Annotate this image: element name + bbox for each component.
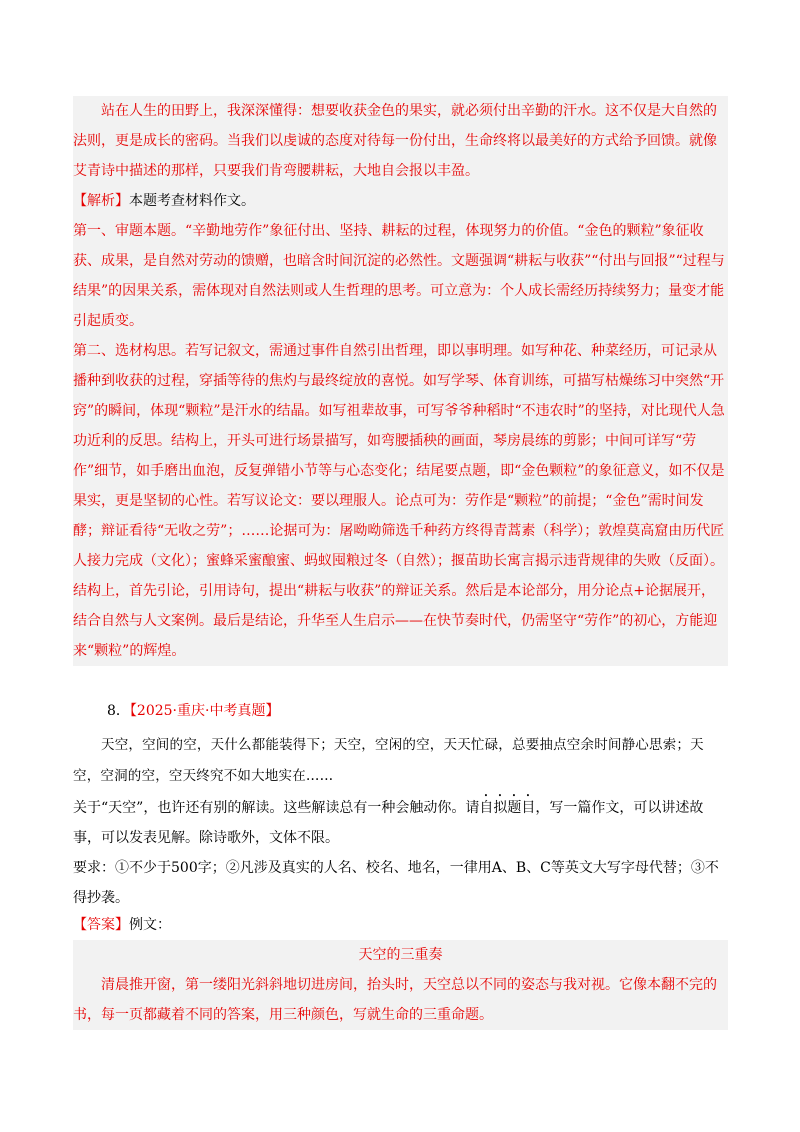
analysis-part-2: 第二、选材构思。若写记叙文，需通过事件自然引出哲理，即以事明理。如写种花、种菜经历，可记录从播种到收获的过程，穿插等待的焦灼与最终绽放的喜悦。如写学琴、体育训练，可描写枯燥练习中突然“开窍”的瞬间，体现“颗粒”是汗水的结晶。如写祖辈故事，可写爷爷种稻时“不违农时”的坚持，对比现代人急功近利的反思。结构上，开头可进行场景描写，如弯腰插秧的画面，琴房晨练的剪影；中间可详写“劳作”细节，如手磨出血泡，反复弹错小节等与心态变化；结尾要点题，即“金色颗粒”的象征意义，如不仅是果实，更是坚韧的心性。若写议论文：要以理服人。论点可为：劳作是“颗粒”的前提；“金色”需时间发酵；辩证看待“无收之劳”；……论据可为：屠呦呦筛选千种药方终得青蒿素（科学）；敦煌莫高窟由历代匠人接力完成（文化）；蜜蜂采蜜酿蜜、蚂蚁囤粮过冬（自然）；揠苗助长寓言揭示违背规律的失败（反面）。结构上，首先引论，引用诗句，提出“耕耘与收获”的辩证关系。然后是本论部分，用分论点+论据展开，结合自然与人文案例。最后是结论，升华至人生启示——在快节奏时代，仍需坚守“劳作”的初心，方能迎来“颗粒”的辉煌。 (73, 343, 725, 659)
question-requirements: 要求：①不少于500字；②凡涉及真实的人名、校名、地名，一律用A、B、C等英文大写字母代替；③不得抄袭。 (73, 860, 719, 906)
question-header (73, 696, 728, 726)
answer-label: 【答案】 (73, 917, 129, 933)
answer-essay-section (73, 940, 728, 1030)
analysis-label: 【解析】 (73, 193, 129, 209)
question-prompt-before: 关于“天空”，也许还有别的解读。这些解读总有一种会触动你。请 (73, 800, 480, 816)
answer-label-line (73, 910, 728, 940)
essay-ending-paragraph: 站在人生的田野上，我深深懂得：想要收获金色的果实，就必须付出辛勤的汗水。这不仅是大自然的法则，更是成长的密码。当我们以虔诚的态度对待每一份付出，生命终将以最美好的方式给予回馈。就像艾青诗中描述的那样，只要我们肯弯腰耕耘，大地自会报以丰盈。 (73, 103, 717, 179)
essay-ending-section (73, 96, 728, 186)
analysis-part-1: 第一、审题本题。“辛勤地劳作”象征付出、坚持、耕耘的过程，体现努力的价值。“金色的颗粒”象征收获、成果，是自然对劳动的馈赠，也暗含时间沉淀的必然性。文题强调“耕耘与收获”“付出与回报”“过程与结果”的因果关系，需体现对自然法则或人生哲理的思考。可立意为：个人成长需经历持续努力；量变才能引起质变。 (73, 223, 725, 329)
answer-essay-title: 天空的三重奏 (358, 947, 443, 963)
question-prompt (73, 792, 728, 853)
answer-intro: 例文： (129, 917, 171, 933)
question-number: 8． (107, 703, 130, 719)
question-source: 【2025·重庆·中考真题】 (129, 703, 280, 719)
question-prompt-emphasis: 自拟题目 (479, 800, 536, 816)
question-section (73, 696, 728, 913)
analysis-intro-line (73, 186, 728, 216)
question-prompt-after: ，写一篇作文，可以讲述故事，可以发表见解。除诗歌外，文体不限。 (73, 800, 704, 846)
answer-header (73, 910, 728, 940)
answer-essay-paragraph: 清晨推开窗，第一缕阳光斜斜地切进房间，抬头时，天空总以不同的姿态与我对视。它像本翻不完的书，每一页都藏着不同的答案，用三种颜色，写就生命的三重命题。 (73, 977, 717, 1023)
analysis-section (73, 186, 728, 666)
analysis-intro: 本题考查材料作文。 (129, 193, 255, 209)
question-passage: 天空，空间的空，天什么都能装得下；天空，空闲的空，天天忙碌，总要抽点空余时间静心思索；天空，空洞的空，空天终究不如大地实在…… (73, 737, 704, 784)
